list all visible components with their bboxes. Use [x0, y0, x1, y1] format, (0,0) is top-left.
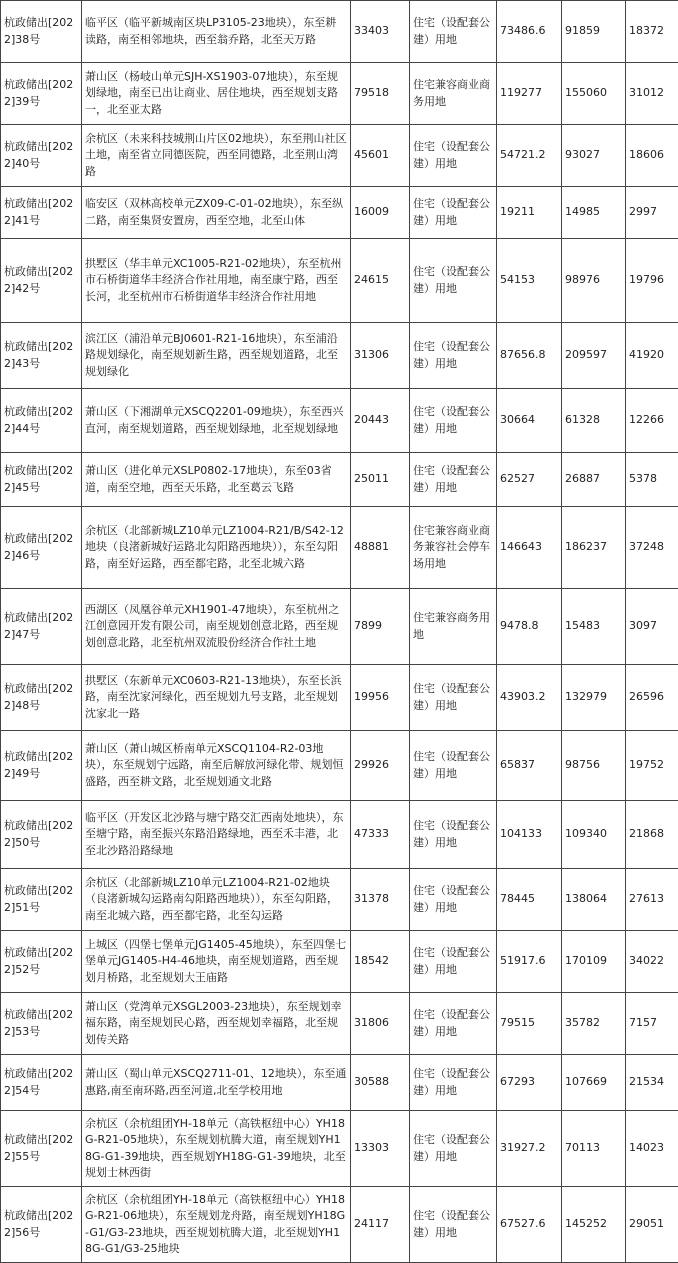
area-cell: 13303 — [351, 1111, 410, 1187]
table-row — [1, 1111, 678, 1187]
value-c-cell: 37248 — [626, 507, 678, 589]
table-row — [1, 931, 678, 993]
land-use-cell: 住宅（设配套公建）用地 — [410, 931, 497, 993]
area-cell: 20443 — [351, 389, 410, 453]
value-c-cell: 26596 — [626, 665, 678, 731]
parcel-number-cell: 杭政储出[2022]46号 — [1, 507, 82, 589]
location-cell: 萧山区（杨岐山单元SJH-XS1903-07地块），东至规划绿地，南至已出让商业、居住地块，西至规划支路一，北至亚太路 — [82, 63, 351, 125]
value-b-cell: 35782 — [562, 993, 626, 1055]
area-cell: 19956 — [351, 665, 410, 731]
parcel-number-cell: 杭政储出[2022]47号 — [1, 589, 82, 665]
land-use-cell: 住宅（设配套公建）用地 — [410, 801, 497, 869]
value-c-cell: 31012 — [626, 63, 678, 125]
value-a-cell: 87656.8 — [497, 323, 562, 389]
value-b-cell: 138064 — [562, 869, 626, 931]
table-row — [1, 187, 678, 239]
land-use-cell: 住宅（设配套公建）用地 — [410, 1055, 497, 1111]
table-row — [1, 453, 678, 507]
parcel-number-cell: 杭政储出[2022]43号 — [1, 323, 82, 389]
location-cell: 拱墅区（东新单元XC0603-R21-13地块），东至长浜路，南至沈家河绿化，西至规划九号支路，北至规划沈家北一路 — [82, 665, 351, 731]
value-c-cell: 7157 — [626, 993, 678, 1055]
land-use-cell: 住宅兼容商务用地 — [410, 589, 497, 665]
area-cell: 45601 — [351, 125, 410, 187]
value-b-cell: 70113 — [562, 1111, 626, 1187]
area-cell: 79518 — [351, 63, 410, 125]
area-cell: 25011 — [351, 453, 410, 507]
land-use-cell: 住宅（设配套公建）用地 — [410, 993, 497, 1055]
parcel-number-cell: 杭政储出[2022]50号 — [1, 801, 82, 869]
location-cell: 临平区（临平新城南区块LP3105-23地块），东至耕读路，南至相邻地块，西至翁乔路，北至天万路 — [82, 1, 351, 63]
value-b-cell: 14985 — [562, 187, 626, 239]
value-b-cell: 91859 — [562, 1, 626, 63]
location-cell: 余杭区（北部新城LZ10单元LZ1004-R21/B/S42-12地块（良渚新城好运路北勾阳路西地块）），东至勾阳路，南至好运路，西至都宅路，北至北城六路 — [82, 507, 351, 589]
location-cell: 萧山区（党湾单元XSGL2003-23地块），东至规划幸福东路，南至规划民心路，西至规划幸福路，北至规划传关路 — [82, 993, 351, 1055]
area-cell: 30588 — [351, 1055, 410, 1111]
land-use-cell: 住宅（设配套公建）用地 — [410, 125, 497, 187]
area-cell: 31306 — [351, 323, 410, 389]
area-cell: 29926 — [351, 731, 410, 801]
parcel-number-cell: 杭政储出[2022]40号 — [1, 125, 82, 187]
land-use-cell: 住宅（设配套公建）用地 — [410, 1187, 497, 1263]
value-c-cell: 29051 — [626, 1187, 678, 1263]
value-c-cell: 14023 — [626, 1111, 678, 1187]
parcel-number-cell: 杭政储出[2022]39号 — [1, 63, 82, 125]
value-a-cell: 73486.6 — [497, 1, 562, 63]
value-a-cell: 78445 — [497, 869, 562, 931]
table-row — [1, 801, 678, 869]
value-b-cell: 98976 — [562, 239, 626, 323]
value-c-cell: 21534 — [626, 1055, 678, 1111]
value-b-cell: 109340 — [562, 801, 626, 869]
table-row — [1, 665, 678, 731]
location-cell: 余杭区（余杭组团YH-18单元（高铁枢纽中心）YH18G-R21-06地块），东至规划龙舟路，南至规划YH18G-G1/G3-23地块，西至规划杭腾大道，北至规划YH18G-G1/G3-25地块 — [82, 1187, 351, 1263]
value-a-cell: 62527 — [497, 453, 562, 507]
table-row — [1, 1187, 678, 1263]
land-use-cell: 住宅（设配套公建）用地 — [410, 453, 497, 507]
land-use-cell: 住宅（设配套公建）用地 — [410, 187, 497, 239]
area-cell: 7899 — [351, 589, 410, 665]
land-use-cell: 住宅（设配套公建）用地 — [410, 1111, 497, 1187]
value-a-cell: 104133 — [497, 801, 562, 869]
value-c-cell: 18372 — [626, 1, 678, 63]
table-row — [1, 323, 678, 389]
value-b-cell: 61328 — [562, 389, 626, 453]
parcel-number-cell: 杭政储出[2022]52号 — [1, 931, 82, 993]
land-use-cell: 住宅兼容商业商务兼容社会停车场用地 — [410, 507, 497, 589]
value-c-cell: 5378 — [626, 453, 678, 507]
value-c-cell: 3097 — [626, 589, 678, 665]
area-cell: 31806 — [351, 993, 410, 1055]
table-row — [1, 63, 678, 125]
value-b-cell: 145252 — [562, 1187, 626, 1263]
location-cell: 萧山区（萧山城区桥南单元XSCQ1104-R2-03地块），东至规划宁远路，南至后解放河绿化带、规划恒盛路，西至耕文路，北至规划通文北路 — [82, 731, 351, 801]
location-cell: 临安区（双林高校单元ZX09-C-01-02地块），东至纵二路，南至集贤安置房，西至空地，北至山体 — [82, 187, 351, 239]
location-cell: 余杭区（未来科技城荆山片区02地块），东至荆山社区土地，南至省立同德医院，西至同德路，北至荆山湾路 — [82, 125, 351, 187]
table-row — [1, 869, 678, 931]
parcel-number-cell: 杭政储出[2022]51号 — [1, 869, 82, 931]
value-b-cell: 26887 — [562, 453, 626, 507]
value-a-cell: 67527.6 — [497, 1187, 562, 1263]
location-cell: 西湖区（凤凰谷单元XH1901-47地块），东至杭州之江创意园开发有限公司，南至规划创意北路，西至规划创意北路，北至杭州双流股份经济合作社土地 — [82, 589, 351, 665]
parcel-number-cell: 杭政储出[2022]45号 — [1, 453, 82, 507]
location-cell: 萧山区（进化单元XSLP0802-17地块），东至03省道，南至空地，西至天乐路，北至葛云飞路 — [82, 453, 351, 507]
area-cell: 33403 — [351, 1, 410, 63]
area-cell: 24615 — [351, 239, 410, 323]
value-c-cell: 27613 — [626, 869, 678, 931]
value-a-cell: 9478.8 — [497, 589, 562, 665]
table-row — [1, 993, 678, 1055]
value-b-cell: 170109 — [562, 931, 626, 993]
parcel-number-cell: 杭政储出[2022]49号 — [1, 731, 82, 801]
value-c-cell: 2997 — [626, 187, 678, 239]
location-cell: 临平区（开发区北沙路与塘宁路交汇西南处地块），东至塘宁路，南至振兴东路沿路绿地，西至禾丰港，北至北沙路沿路绿地 — [82, 801, 351, 869]
location-cell: 上城区（四堡七堡单元JG1405-45地块），东至四堡七堡单元JG1405-H4-46地块，南至规划道路，西至规划月桥路，北至规划大王庙路 — [82, 931, 351, 993]
value-c-cell: 19796 — [626, 239, 678, 323]
parcel-number-cell: 杭政储出[2022]54号 — [1, 1055, 82, 1111]
land-use-cell: 住宅兼容商业商务用地 — [410, 63, 497, 125]
value-c-cell: 19752 — [626, 731, 678, 801]
value-c-cell: 41920 — [626, 323, 678, 389]
value-c-cell: 18606 — [626, 125, 678, 187]
value-a-cell: 54721.2 — [497, 125, 562, 187]
value-c-cell: 21868 — [626, 801, 678, 869]
table-row — [1, 507, 678, 589]
value-c-cell: 12266 — [626, 389, 678, 453]
value-b-cell: 15483 — [562, 589, 626, 665]
parcel-number-cell: 杭政储出[2022]44号 — [1, 389, 82, 453]
value-a-cell: 67293 — [497, 1055, 562, 1111]
table-row — [1, 1055, 678, 1111]
location-cell: 萧山区（蜀山单元XSCQ2711-01、12地块），东至通惠路,南至南环路,西至河道,北至学校用地 — [82, 1055, 351, 1111]
table-row — [1, 125, 678, 187]
value-c-cell: 34022 — [626, 931, 678, 993]
area-cell: 18542 — [351, 931, 410, 993]
parcel-number-cell: 杭政储出[2022]56号 — [1, 1187, 82, 1263]
value-b-cell: 209597 — [562, 323, 626, 389]
location-cell: 余杭区（北部新城LZ10单元LZ1004-R21-02地块（良渚新城勾运路南勾阳路西地块）），东至勾阳路，南至北城六路，西至都宅路，北至勾运路 — [82, 869, 351, 931]
land-use-cell: 住宅（设配套公建）用地 — [410, 323, 497, 389]
parcel-number-cell: 杭政储出[2022]41号 — [1, 187, 82, 239]
value-b-cell: 132979 — [562, 665, 626, 731]
area-cell: 47333 — [351, 801, 410, 869]
table-row — [1, 731, 678, 801]
table-row — [1, 1, 678, 63]
land-use-cell: 住宅（设配套公建）用地 — [410, 239, 497, 323]
area-cell: 48881 — [351, 507, 410, 589]
value-b-cell: 155060 — [562, 63, 626, 125]
area-cell: 31378 — [351, 869, 410, 931]
land-use-cell: 住宅（设配套公建）用地 — [410, 731, 497, 801]
location-cell: 滨江区（浦沿单元BJ0601-R21-16地块），东至浦沿路规划绿化，南至规划新生路，西至规划道路，北至规划绿化 — [82, 323, 351, 389]
value-b-cell: 107669 — [562, 1055, 626, 1111]
value-a-cell: 79515 — [497, 993, 562, 1055]
land-use-cell: 住宅（设配套公建）用地 — [410, 389, 497, 453]
value-a-cell: 31927.2 — [497, 1111, 562, 1187]
value-b-cell: 98756 — [562, 731, 626, 801]
table-body — [1, 1, 678, 1263]
table-row — [1, 389, 678, 453]
parcel-number-cell: 杭政储出[2022]38号 — [1, 1, 82, 63]
value-a-cell: 65837 — [497, 731, 562, 801]
parcel-number-cell: 杭政储出[2022]48号 — [1, 665, 82, 731]
land-use-cell: 住宅（设配套公建）用地 — [410, 869, 497, 931]
value-a-cell: 19211 — [497, 187, 562, 239]
value-a-cell: 54153 — [497, 239, 562, 323]
land-use-cell: 住宅（设配套公建）用地 — [410, 1, 497, 63]
land-use-cell: 住宅（设配套公建）用地 — [410, 665, 497, 731]
location-cell: 余杭区（余杭组团YH-18单元（高铁枢纽中心）YH18G-R21-05地块），东至规划杭腾大道，南至规划YH18G-G1-39地块，西至规划YH18G-G1-39地块，北至规划士林西街 — [82, 1111, 351, 1187]
parcel-number-cell: 杭政储出[2022]42号 — [1, 239, 82, 323]
value-a-cell: 119277 — [497, 63, 562, 125]
value-a-cell: 146643 — [497, 507, 562, 589]
value-a-cell: 30664 — [497, 389, 562, 453]
location-cell: 萧山区（下湘湖单元XSCQ2201-09地块），东至西兴直河，南至规划道路，西至规划绿地，北至规划绿地 — [82, 389, 351, 453]
location-cell: 拱墅区（华丰单元XC1005-R21-02地块），东至杭州市石桥街道华丰经济合作社用地，南至康宁路，西至长河，北至杭州市石桥街道华丰经济合作社用地 — [82, 239, 351, 323]
value-a-cell: 51917.6 — [497, 931, 562, 993]
parcel-number-cell: 杭政储出[2022]53号 — [1, 993, 82, 1055]
area-cell: 24117 — [351, 1187, 410, 1263]
value-a-cell: 43903.2 — [497, 665, 562, 731]
area-cell: 16009 — [351, 187, 410, 239]
table-row — [1, 589, 678, 665]
value-b-cell: 186237 — [562, 507, 626, 589]
value-b-cell: 93027 — [562, 125, 626, 187]
parcel-number-cell: 杭政储出[2022]55号 — [1, 1111, 82, 1187]
table-row — [1, 239, 678, 323]
